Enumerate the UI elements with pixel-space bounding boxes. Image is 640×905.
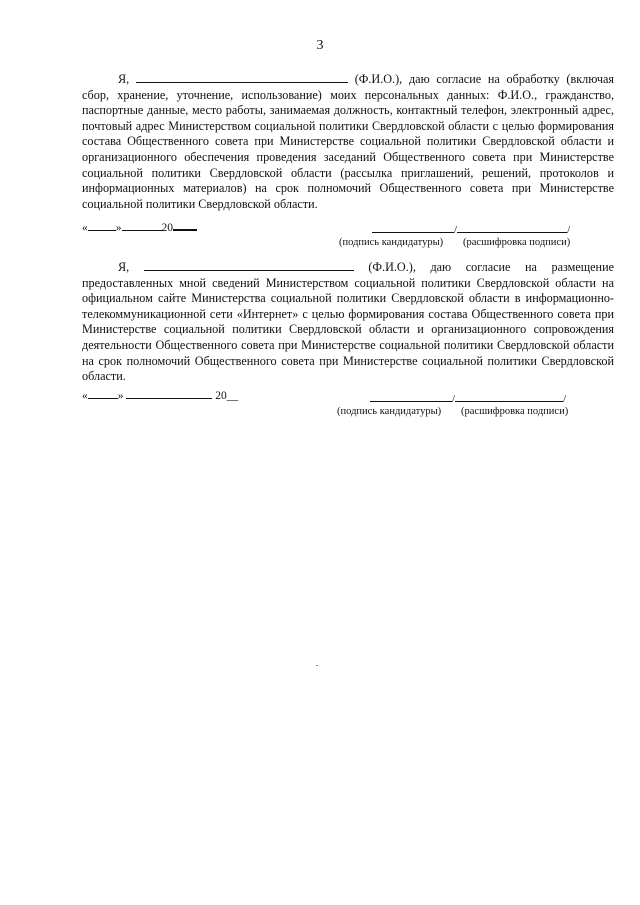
signature-caption: (подпись кандидатуры) — [337, 406, 442, 417]
year-blank[interactable] — [173, 219, 197, 231]
day-blank[interactable] — [88, 388, 118, 399]
consent-paragraph-processing — [82, 72, 614, 212]
date-line: « » 20__ — [82, 390, 239, 402]
consent-prefix: Я, — [118, 72, 130, 86]
scan-speck — [316, 665, 318, 666]
day-blank[interactable] — [88, 220, 116, 231]
signature-line: / / — [372, 222, 570, 236]
month-blank[interactable] — [122, 220, 162, 231]
date-line: « » 20 — [82, 219, 197, 234]
consent-prefix: Я, — [118, 260, 130, 274]
decoding-caption: (расшифровка подписи) — [461, 406, 569, 417]
signature-caption: (подпись кандидатуры) — [339, 237, 444, 248]
month-blank[interactable] — [126, 388, 212, 399]
consent-text: (Ф.И.О.), даю согласие на размещение предоставленных мной сведений Министерством социальной политики Свердловской области на официальном сайте Министерства социальной политики Свердловской области в информационно-телекоммуникационной сети «Интернет» с целью формирования состава Общественного совета при Министерстве социальной политики Свердловской области и организационного сопровождения деятельности Общественного совета при Министерстве социальной политики Свердловской области на срок полномочий Общественного совета при Министерстве социальной политики Свердловской области. — [82, 260, 615, 384]
consent-paragraph-publication — [82, 260, 614, 385]
decoding-caption: (расшифровка подписи) — [463, 237, 571, 248]
signature-blank[interactable] — [372, 222, 454, 233]
page-number: 3 — [316, 38, 324, 53]
signature-blank[interactable] — [370, 391, 452, 402]
signature-line: / / — [370, 391, 566, 405]
full-name-blank[interactable] — [144, 260, 354, 271]
consent-text: (Ф.И.О.), даю согласие на обработку (включая сбор, хранение, уточнение, использование) моих персональных данных: Ф.И.О., гражданство, паспортные данные, место работы, занимаемая должность, контактный телефон, электронный адрес, почтовый адрес Министерством социальной политики Свердловской области с целью формирования состава Общественного совета при Министерстве социальной политики Свердловской области и организационного обеспечения проведения заседаний Общественного совета при Министерстве социальной политики Свердловской области (рассылка приглашений, решений, протоколов и информационных материалов) на срок полномочий Общественного совета при Министерстве социальной политики Свердловской области. — [82, 72, 615, 211]
signature-decoding-blank[interactable] — [457, 222, 567, 233]
signature-decoding-blank[interactable] — [455, 391, 563, 402]
full-name-blank[interactable] — [136, 72, 348, 83]
